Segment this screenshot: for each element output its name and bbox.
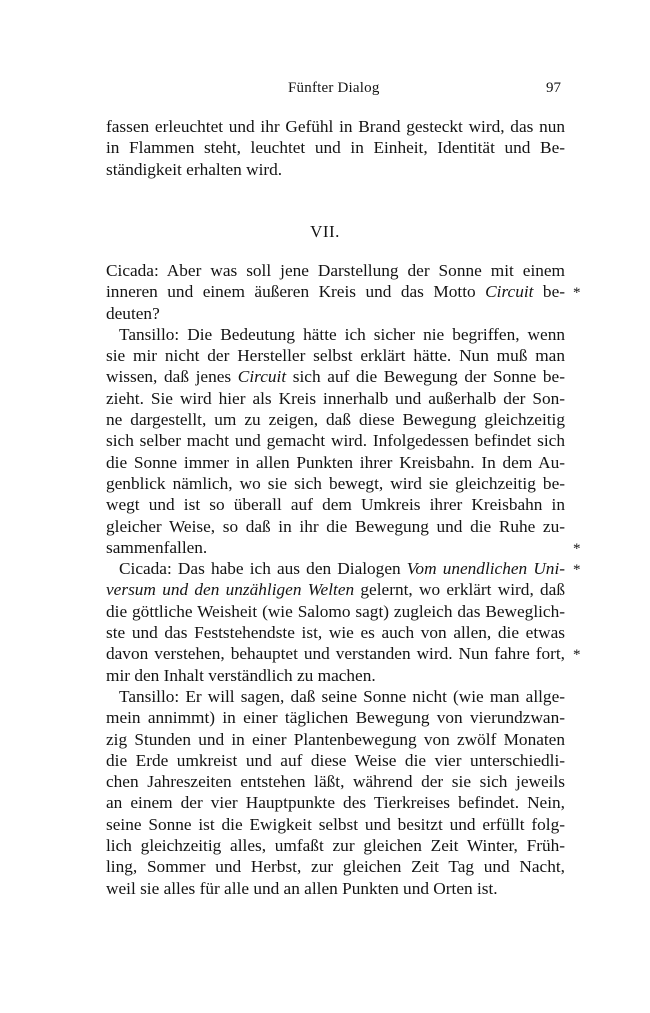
text-line <box>106 686 565 707</box>
text-line <box>106 494 565 515</box>
dialogue-text <box>106 260 581 899</box>
line-text: Tansillo: Er will sagen, daß seine Sonne nicht (wie man allge- <box>119 686 565 706</box>
text-line <box>106 452 565 473</box>
line-text: Cicada: Aber was soll jene Darstellung der Sonne mit einem <box>106 261 565 280</box>
line-text: sich selber macht und gemacht wird. Infolgedessen befindet sich <box>106 431 565 451</box>
line-text: Cicada: Das habe ich aus den Dialogen <box>119 559 407 579</box>
running-head-title: Fünfter Dialog <box>288 80 380 96</box>
page-number: 97 <box>546 80 561 96</box>
line-text: be- <box>533 282 565 302</box>
text-line <box>106 771 565 792</box>
text-line <box>106 473 565 494</box>
line-text: die Erde umkreist und auf diese Weise die vier unterschiedli- <box>106 750 565 770</box>
italic-term: Circuit <box>237 367 287 387</box>
text-line <box>106 516 565 537</box>
text-line <box>106 324 565 345</box>
text-line <box>106 792 565 813</box>
line-text: Tansillo: Die Bedeutung hätte ich sicher nie begriffen, wenn <box>119 324 565 344</box>
text-line: fassen erleuchtet und ihr Gefühl in Brand gesteckt wird, das nun <box>106 117 565 136</box>
line-text: mir den Inhalt verständlich zu machen. <box>106 665 376 685</box>
line-text: deuten? <box>106 303 160 323</box>
line-text: wissen, daß jenes <box>106 367 238 387</box>
text-line <box>106 430 565 451</box>
line-text: die göttliche Weisheit (wie Salomo sagt) zugleich das Beweglich- <box>106 601 565 621</box>
text-line <box>106 579 565 600</box>
line-text: sich auf die Bewegung der Sonne be- <box>286 367 565 387</box>
line-text: gelernt, wo erklärt wird, daß <box>354 580 565 600</box>
text-line <box>106 303 565 324</box>
line-text: genblick nämlich, wo sie sich bewegt, wird sie gleichzeitig be- <box>106 473 565 493</box>
section-heading: VII. <box>310 222 340 241</box>
line-text: an einem der vier Hauptpunkte des Tierkreises befindet. Nein, <box>106 793 565 813</box>
line-text: zieht. Sie wird hier als Kreis innerhalb und außerhalb der Son- <box>106 388 565 408</box>
margin-asterisk: * <box>573 647 581 664</box>
line-text: seine Sonne ist die Ewigkeit selbst und besitzt und erfüllt folg- <box>106 814 565 834</box>
line-text: chen Jahreszeiten entstehen läßt, während der sie sich jeweils <box>106 772 565 792</box>
line-text: wegt und ist so überall auf dem Umkreis ihrer Kreisbahn in <box>106 495 565 515</box>
margin-asterisk: * <box>573 540 581 557</box>
text-line <box>106 601 565 622</box>
line-text: zig Stunden und in einer Plantenbewegung von zwölf Monaten <box>106 729 565 749</box>
text-line <box>106 665 565 686</box>
italic-title: versum und den unzähligen Welten <box>106 580 355 600</box>
running-head <box>0 80 650 100</box>
line-text: gleicher Weise, so daß in ihr die Bewegung und die Ruhe zu- <box>106 516 565 536</box>
line-text: sie mir nicht der Hersteller selbst erklärt hätte. Nun muß man <box>106 346 565 366</box>
text-line <box>106 345 565 366</box>
line-text: die Sonne immer in allen Punkten ihrer Kreisbahn. In dem Au- <box>106 452 565 472</box>
text-line <box>106 643 581 664</box>
continuation-paragraph <box>106 116 565 180</box>
text-line: in Flammen steht, leuchtet und in Einheit, Identität und Be- <box>106 138 565 158</box>
line-text: davon verstehen, behauptet und verstanden wird. Nun fahre fort, <box>106 644 565 664</box>
text-line <box>106 856 565 877</box>
text-line <box>106 260 565 281</box>
text-line <box>106 281 581 302</box>
margin-asterisk: * <box>573 285 581 302</box>
text-line <box>106 622 565 643</box>
text-line <box>106 388 565 409</box>
line-text: weil sie alles für alle und an allen Punkten und Orten ist. <box>106 878 498 898</box>
line-text: sammenfallen. <box>106 537 208 557</box>
line-text: ne dargestellt, um zu zeigen, daß diese Bewegung gleichzeitig <box>106 410 565 430</box>
margin-asterisk: * <box>573 562 581 579</box>
text-line <box>106 707 565 728</box>
text-line <box>106 409 565 430</box>
text-line <box>106 537 581 558</box>
line-text: lich gleichzeitig alles, umfaßt zur gleichen Zeit Winter, Früh- <box>106 836 565 856</box>
line-text: ling, Sommer und Herbst, zur gleichen Zeit Tag und Nacht, <box>106 857 565 877</box>
italic-term: Circuit <box>485 282 534 302</box>
text-line <box>106 878 565 899</box>
text-line <box>106 558 581 579</box>
text-line <box>106 366 565 387</box>
text-line <box>106 750 565 771</box>
text-line <box>106 814 565 835</box>
text-line <box>106 835 565 856</box>
line-text: inneren und einem äußeren Kreis und das Motto <box>106 282 486 302</box>
italic-title: Vom unendlichen Uni- <box>406 559 565 579</box>
text-line <box>106 729 565 750</box>
line-text: mein annimmt) in einer täglichen Bewegung von vierundzwan- <box>106 708 565 728</box>
text-line: ständigkeit erhalten wird. <box>106 159 283 179</box>
line-text: ste und das Feststehendste ist, wie es auch von allen, die etwas <box>106 623 565 643</box>
